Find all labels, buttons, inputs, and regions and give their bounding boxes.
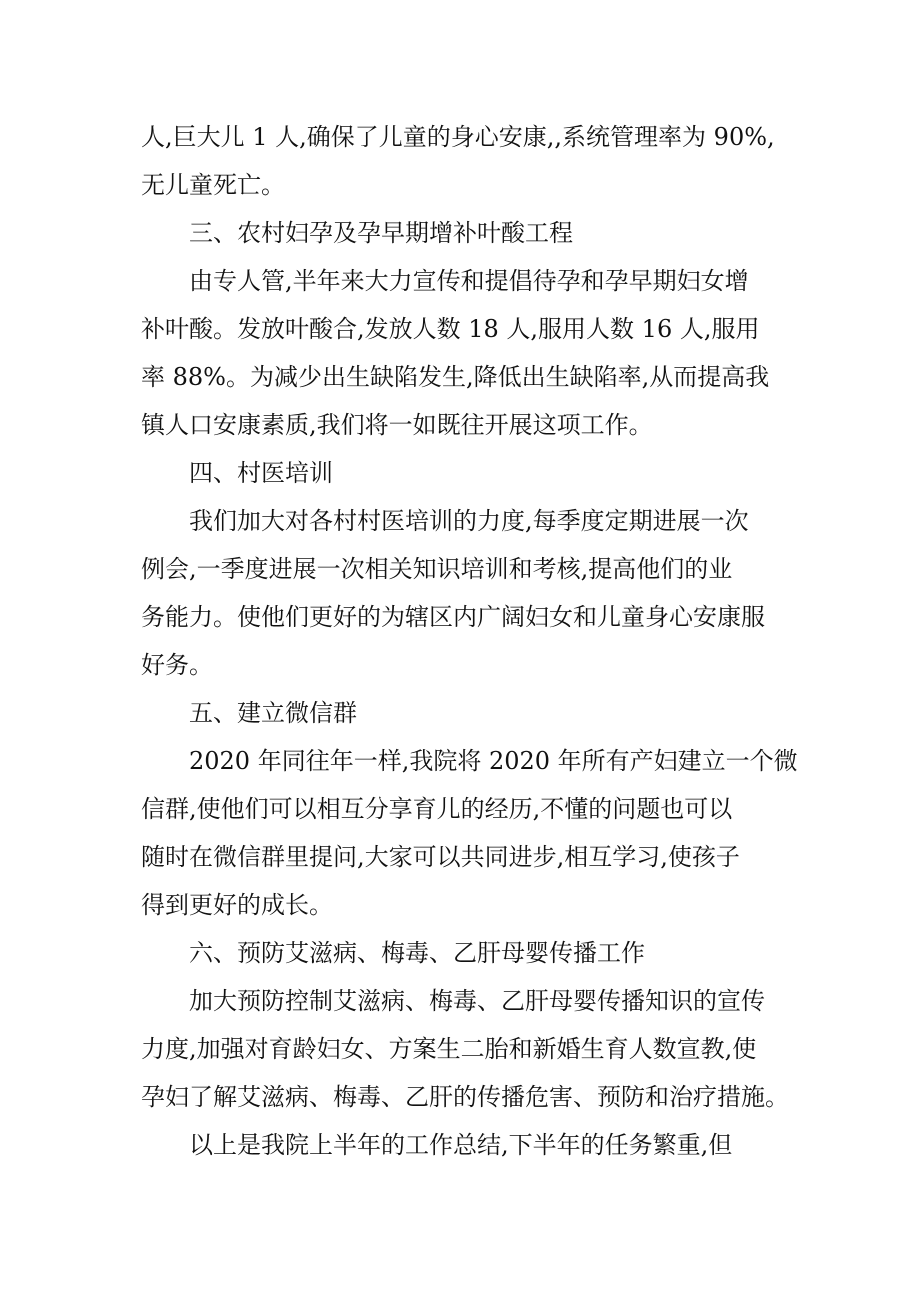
paragraph-line: 务能力。使他们更好的为辖区内广阔妇女和儿童身心安康服	[141, 603, 765, 631]
paragraph-line: 信群,使他们可以相互分享育儿的经历,不懂的问题也可以	[141, 795, 733, 823]
paragraph-line: 补叶酸。发放叶酸合,发放人数 18 人,服用人数 16 人,服用	[141, 315, 760, 343]
paragraph-line: 由专人管,半年来大力宣传和提倡待孕和孕早期妇女增	[189, 267, 749, 295]
paragraph-line: 例会,一季度进展一次相关知识培训和考核,提高他们的业	[141, 555, 733, 583]
paragraph-line: 力度,加强对育龄妇女、方案生二胎和新婚生育人数宣教,使	[141, 1035, 757, 1063]
paragraph-line: 随时在微信群里提问,大家可以共同进步,相互学习,使孩子	[141, 843, 740, 871]
paragraph-line: 好务。	[141, 651, 213, 679]
paragraph-line: 率 88%。为减少出生缺陷发生,降低出生缺陷率,从而提高我	[141, 363, 770, 391]
section-heading-3: 三、农村妇孕及孕早期增补叶酸工程	[189, 219, 573, 247]
paragraph-line: 2020 年同往年一样,我院将 2020 年所有产妇建立一个微	[189, 747, 798, 775]
paragraph-line: 人,巨大儿 1 人,确保了儿童的身心安康,,系统管理率为 90%,	[141, 123, 775, 151]
section-heading-6: 六、预防艾滋病、梅毒、乙肝母婴传播工作	[189, 939, 645, 967]
section-heading-4: 四、村医培训	[189, 459, 333, 487]
paragraph-line: 镇人口安康素质,我们将一如既往开展这项工作。	[141, 411, 653, 439]
paragraph-line: 得到更好的成长。	[141, 891, 333, 919]
paragraph-line: 以上是我院上半年的工作总结,下半年的任务繁重,但	[189, 1131, 733, 1159]
paragraph-line: 加大预防控制艾滋病、梅毒、乙肝母婴传播知识的宣传	[189, 987, 765, 1015]
paragraph-line: 孕妇了解艾滋病、梅毒、乙肝的传播危害、预防和治疗措施。	[141, 1083, 789, 1111]
section-heading-5: 五、建立微信群	[189, 699, 357, 727]
paragraph-line: 无儿童死亡。	[141, 171, 285, 199]
paragraph-line: 我们加大对各村村医培训的力度,每季度定期进展一次	[189, 507, 749, 535]
